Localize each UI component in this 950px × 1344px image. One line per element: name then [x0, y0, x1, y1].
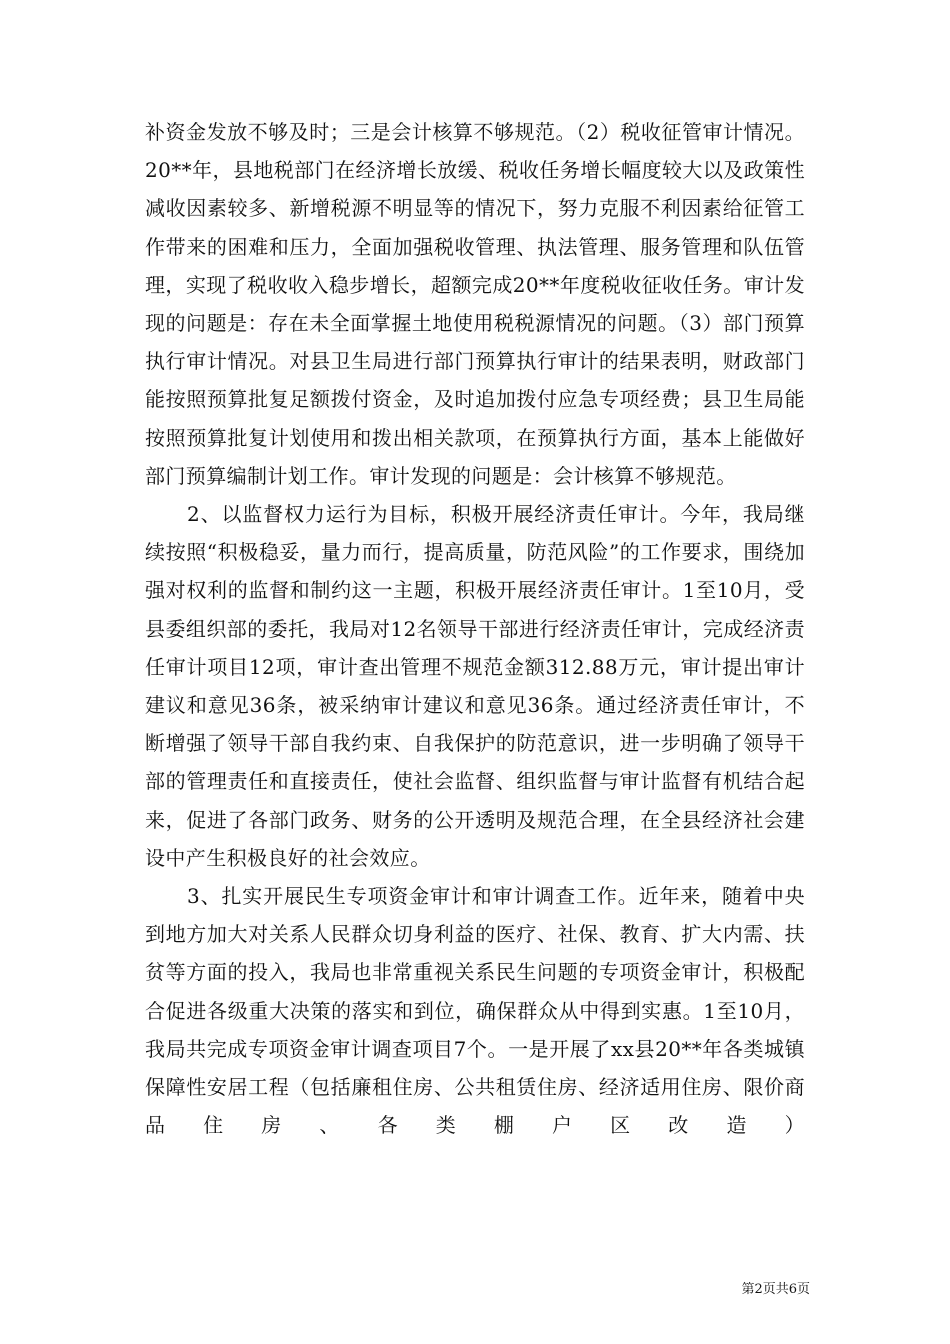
- paragraph-economic-responsibility-audit: 2、以监督权力运行为目标，积极开展经济责任审计。今年，我局继续按照“积极稳妥，量力而行，提高质量，防范风险”的工作要求，围绕加强对权利的监督和制约这一主题，积极开展经济责任审计。1至10月，受县委组织部的委托，我局对12名领导干部进行经济责任审计，完成经济责任审计项目12项，审计查出管理不规范金额312.88万元，审计提出审计建议和意见36条，被采纳审计建议和意见36条。通过经济责任审计，不断增强了领导干部自我约束、自我保护的防范意识，进一步明确了领导干部的管理责任和直接责任，使社会监督、组织监督与审计监督有机结合起来，促进了各部门政务、财务的公开透明及规范合理，在全县经济社会建设中产生积极良好的社会效应。: [145, 502, 805, 870]
- document-body: [145, 113, 805, 1144]
- paragraph-livelihood-fund-audit: 3、扎实开展民生专项资金审计和审计调查工作。近年来，随着中央到地方加大对关系人民群众切身利益的医疗、社保、教育、扩大内需、扶贫等方面的投入，我局也非常重视关系民生问题的专项资金审计，积极配合促进各级重大决策的落实和到位，确保群众从中得到实惠。1至10月，我局共完成专项资金审计调查项目7个。一是开展了xx县20**年各类城镇保障性安居工程（包括廉租住房、公共租赁住房、经济适用住房、限价商品住房、各类棚户区改造）: [145, 884, 805, 1138]
- page-number-footer: 第2页共6页: [741, 1282, 810, 1297]
- paragraph-tax-and-budget-audit: 补资金发放不够及时；三是会计核算不够规范。（2）税收征管审计情况。20**年，县地税部门在经济增长放缓、税收任务增长幅度较大以及政策性减收因素较多、新增税源不明显等的情况下，努力克服不利因素给征管工作带来的困难和压力，全面加强税收管理、执法管理、服务管理和队伍管理，实现了税收收入稳步增长，超额完成20**年度税收征收任务。审计发现的问题是：存在未全面掌握土地使用税税源情况的问题。（3）部门预算执行审计情况。对县卫生局进行部门预算执行审计的结果表明，财政部门能按照预算批复足额拨付资金，及时追加拨付应急专项经费；县卫生局能按照预算批复计划使用和拨出相关款项，在预算执行方面，基本上能做好部门预算编制计划工作。审计发现的问题是：会计核算不够规范。: [145, 120, 805, 488]
